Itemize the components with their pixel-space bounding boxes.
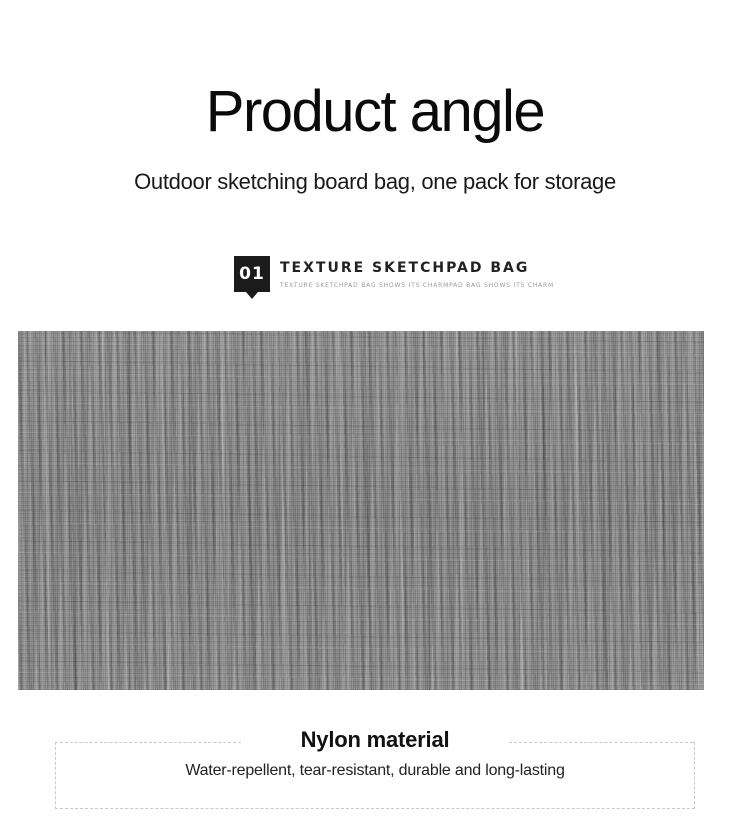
fabric-weave-overlay [18,331,704,690]
page-title: Product angle [205,79,545,144]
section-number-badge: 01 [234,256,270,292]
section-caption: TEXTURE SKETCHPAD BAG SHOWS ITS CHARMPAD BAG SHOWS ITS CHARM [280,282,554,289]
section-title: TEXTURE SKETCHPAD BAG [280,260,530,276]
feature-description: Water-repellent, tear-resistant, durable and long-lasting [185,762,565,779]
page-subtitle: Outdoor sketching board bag, one pack for storage [134,169,616,194]
section-header [234,256,574,300]
feature-title: Nylon material [300,727,450,752]
badge-pointer-icon [246,292,258,299]
fabric-texture-image [18,331,704,690]
